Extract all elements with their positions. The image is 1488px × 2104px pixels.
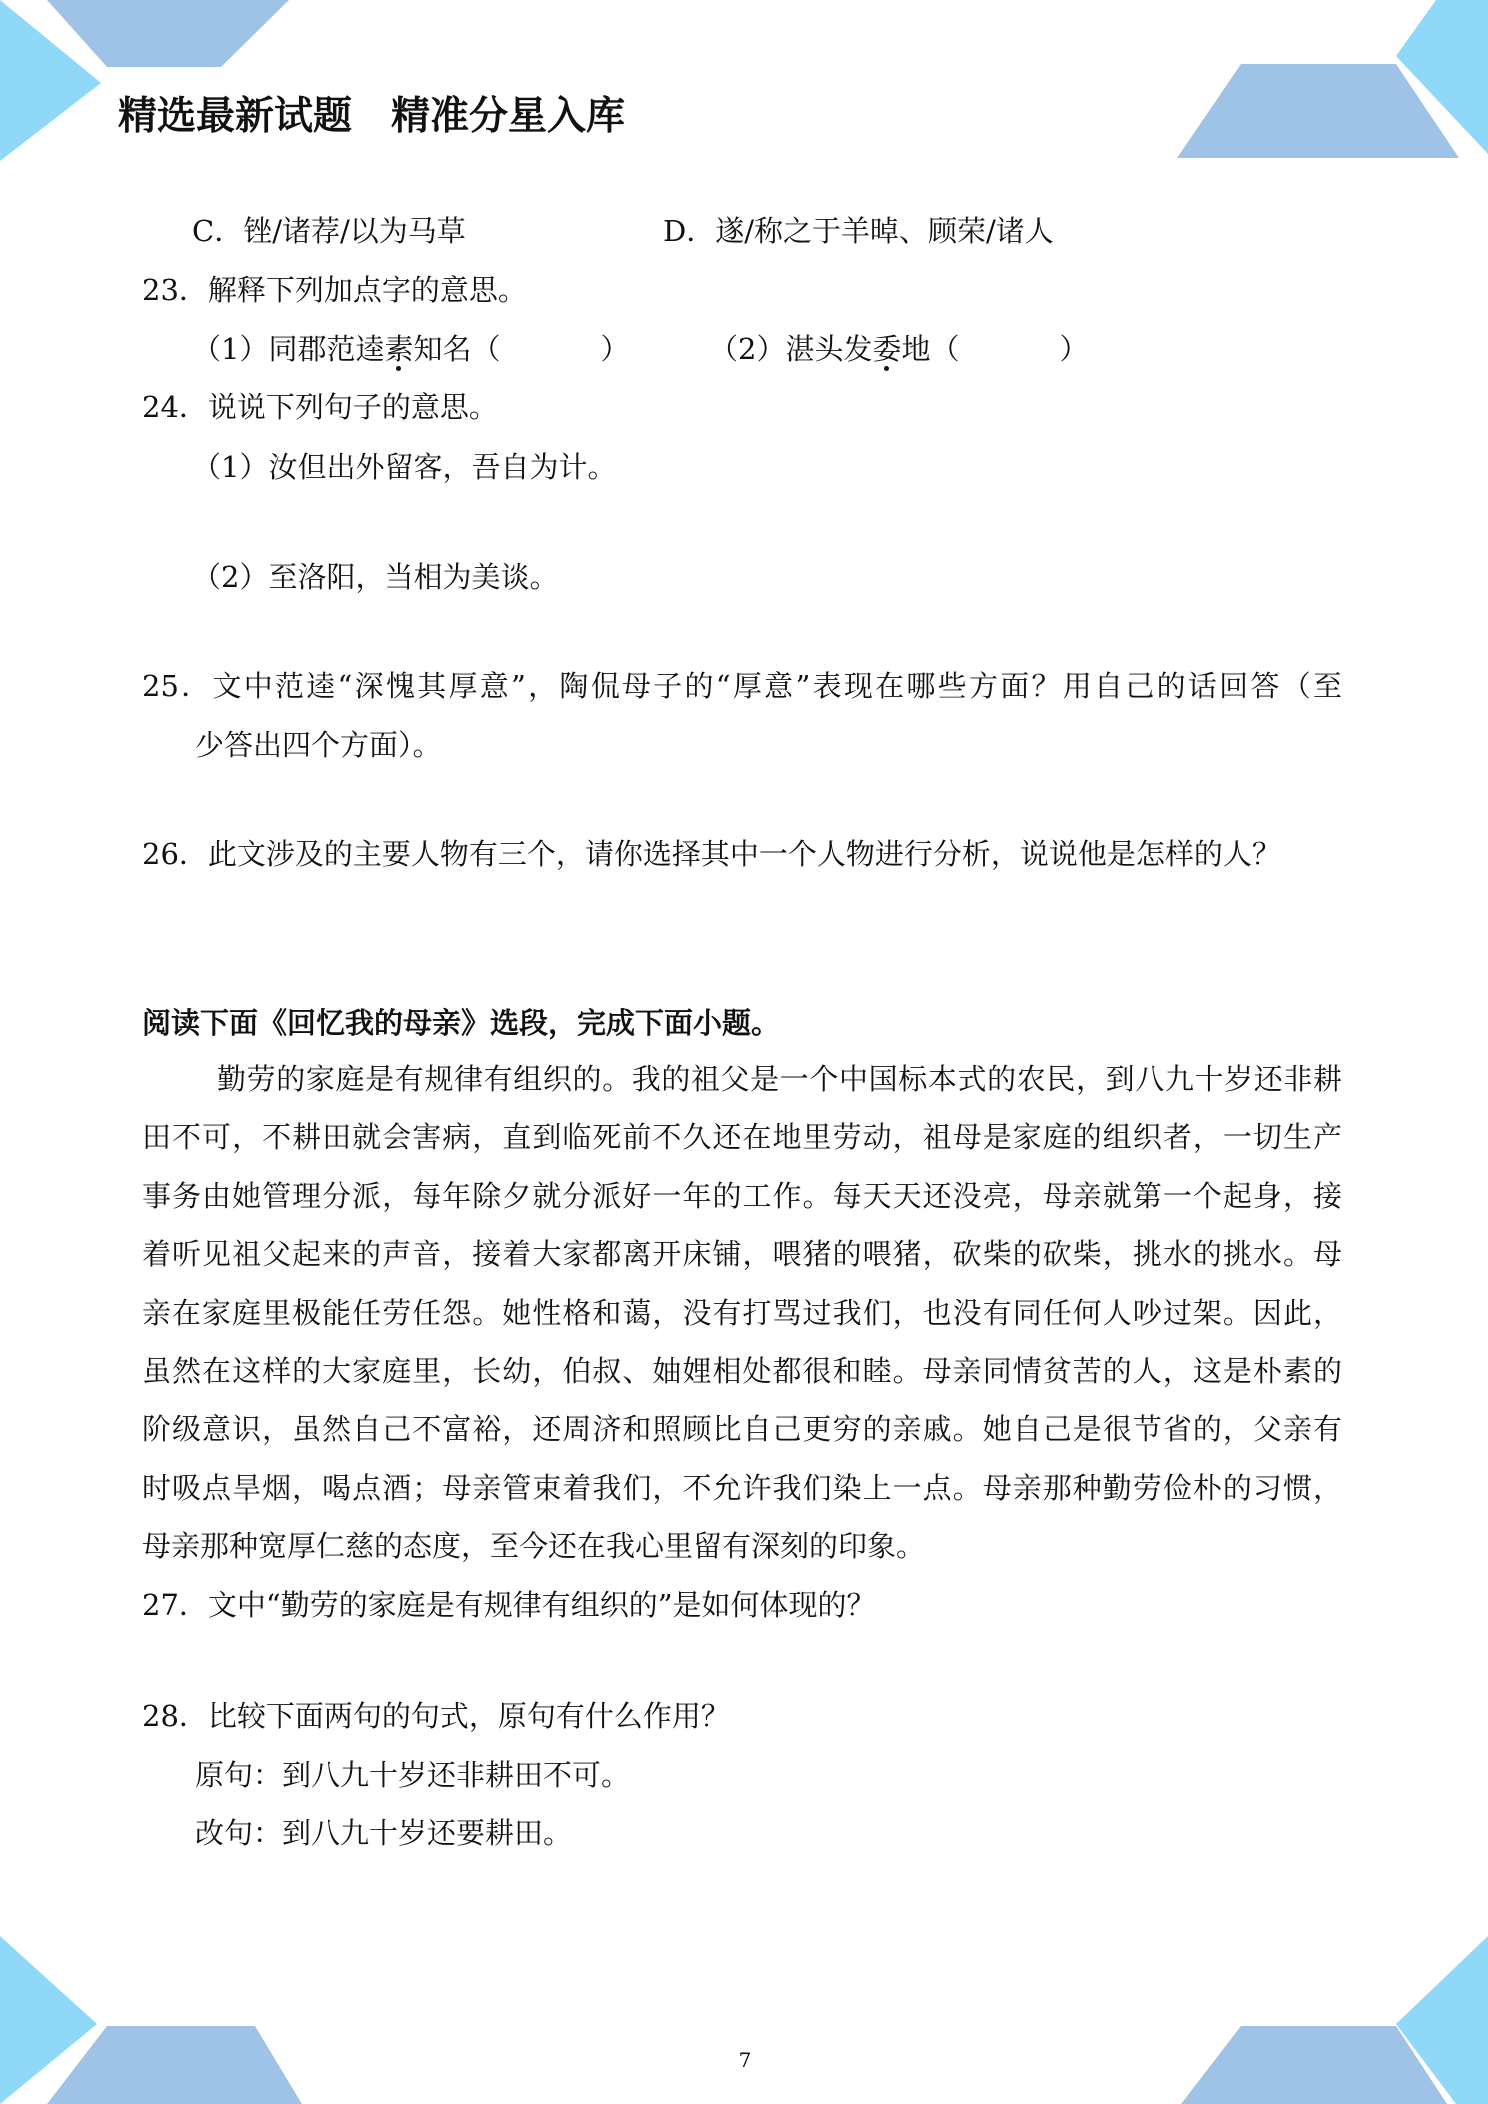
passage-line: 阶级意识，虽然自己不富裕，还周济和照顾比自己更穷的亲戚。她自己是很节省的，父亲有 <box>142 1414 1342 1447</box>
passage-line: 亲在家庭里极能任劳任怨。她性格和蔼，没有打骂过我们，也没有同任何人吵过架。因此， <box>142 1297 1342 1330</box>
option-c: C．锉/诸荐/以为马草 <box>192 214 466 248</box>
question-28-original-sentence: 原句：到八九十岁还非耕田不可。 <box>195 1758 631 1792</box>
item-text: 知名 <box>413 332 472 366</box>
decoration-trapezoid <box>1177 64 1459 158</box>
item-text: 地 <box>901 332 931 366</box>
close-paren: ） <box>1059 332 1089 366</box>
passage-line: 事务由她管理分派，每年除夕就分派好一年的工作。每天天还没亮，母亲就第一个起身，接 <box>142 1180 1342 1213</box>
passage-line: 勤劳的家庭是有规律有组织的。我的祖父是一个中国标本式的农民，到八九十岁还非耕 <box>217 1064 1342 1096</box>
open-paren: （ <box>930 332 960 366</box>
item-text: （1）同郡范逵 <box>192 332 385 366</box>
passage-line: 母亲那种宽厚仁慈的态度，至今还在我心里留有深刻的印象。 <box>142 1531 926 1564</box>
passage-line: 着听见祖父起来的声音，接着大家都离开床铺，喂猪的喂猪，砍柴的砍柴，挑水的挑水。母 <box>142 1239 1342 1272</box>
open-paren: （ <box>471 332 501 366</box>
emphasized-character: 素 <box>384 329 413 369</box>
emphasized-character: 委 <box>872 329 901 369</box>
question-27-stem: 27．文中“勤劳的家庭是有规律有组织的”是如何体现的？ <box>142 1588 876 1622</box>
answer-blank <box>471 332 629 366</box>
passage-line: 虽然在这样的大家庭里，长幼，伯叔、妯娌相处都很和睦。母亲同情贫苦的人，这是朴素的 <box>142 1355 1342 1388</box>
question-23-item <box>709 329 1089 369</box>
decoration-trapezoid <box>47 2026 302 2104</box>
corner-decoration-bottom-right <box>1181 1936 1488 2104</box>
question-24-item: （2）至洛阳，当相为美谈。 <box>192 560 559 594</box>
corner-decoration-top-right <box>1177 0 1488 158</box>
header-title: 精选最新试题 精准分星入库 <box>118 94 626 139</box>
answer-blank <box>930 332 1088 366</box>
question-24-item: （1）汝但出外留客，吾自为计。 <box>192 450 617 484</box>
close-paren: ） <box>600 332 630 366</box>
item-text: （2）湛头发 <box>709 332 873 366</box>
question-23-stem: 23．解释下列加点字的意思。 <box>142 273 527 307</box>
passage-line: 田不可，不耕田就会害病，直到临死前不久还在地里劳动，祖母是家庭的组织者，一切生产 <box>142 1122 1342 1155</box>
question-23-item <box>192 329 630 369</box>
question-28-stem: 28．比较下面两句的句式，原句有什么作用？ <box>142 1699 730 1733</box>
question-26-stem: 26．此文涉及的主要人物有三个，请你选择其中一个人物进行分析，说说他是怎样的人？ <box>142 837 1281 871</box>
reading-instruction: 阅读下面《回忆我的母亲》选段，完成下面小题。 <box>142 1006 781 1040</box>
question-28-revised-sentence: 改句：到八九十岁还要耕田。 <box>195 1816 573 1850</box>
passage-line: 时吸点旱烟，喝点酒；母亲管束着我们，不允许我们染上一点。母亲那种勤劳俭朴的习惯， <box>142 1472 1342 1505</box>
decoration-trapezoid <box>47 0 289 67</box>
page-number: 7 <box>738 2048 752 2072</box>
option-d: D．遂/称之于羊晫、顾荣/诸人 <box>663 214 1054 248</box>
corner-decoration-bottom-left <box>0 1936 302 2104</box>
reading-passage <box>142 1051 1342 1577</box>
question-25-line: 少答出四个方面）。 <box>195 728 442 762</box>
question-25-line: 25．文中范逵“深愧其厚意”，陶侃母子的“厚意”表现在哪些方面？用自己的话回答（至 <box>142 669 1342 703</box>
question-24-stem: 24．说说下列句子的意思。 <box>142 390 498 424</box>
